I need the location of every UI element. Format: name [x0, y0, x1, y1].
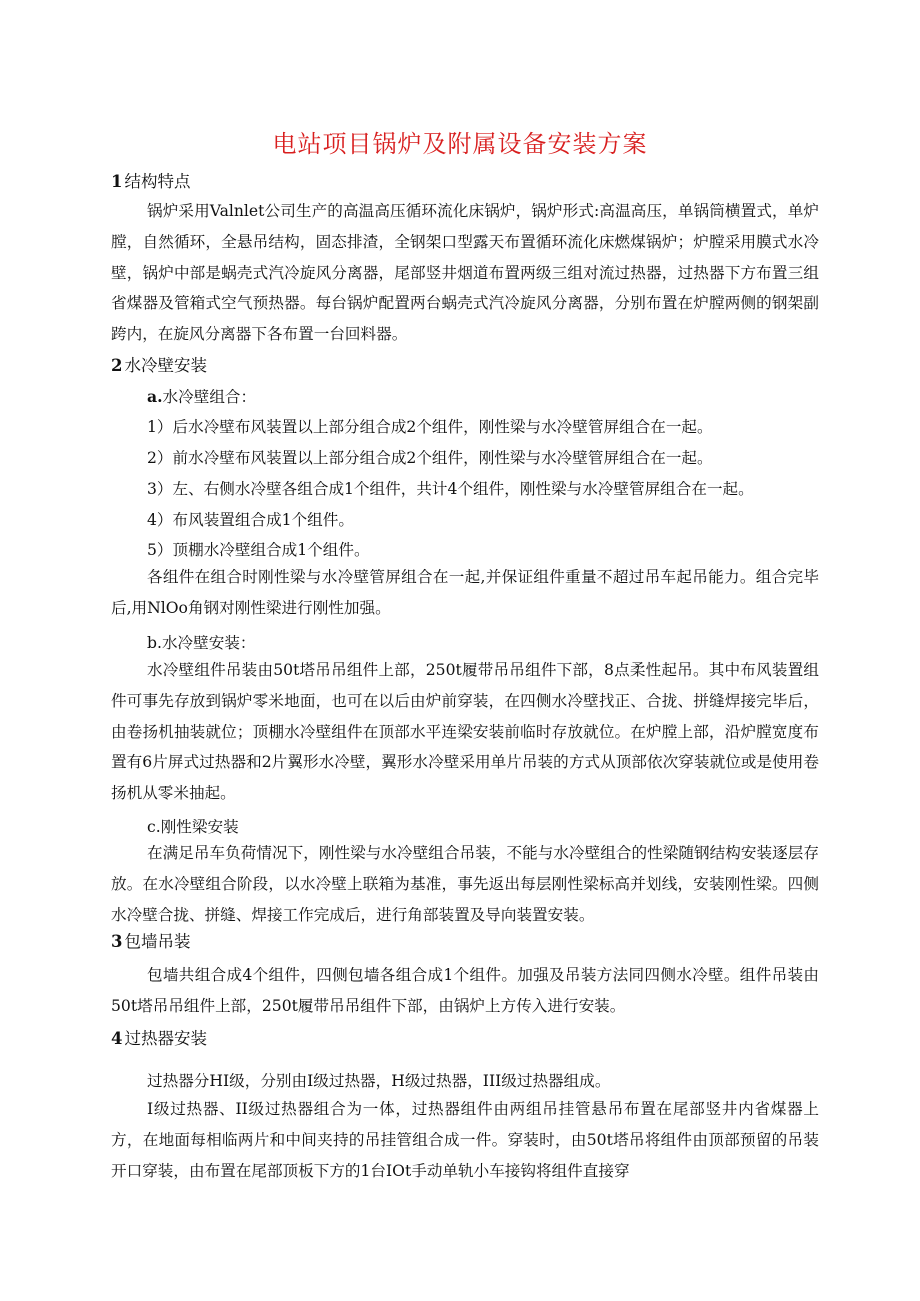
list-item: 2）前水冷壁布风装置以上部分组合成2个组件，刚性梁与水冷壁管屏组合在一起。 [147, 449, 713, 467]
section-4-number: 4 [111, 1029, 123, 1048]
section-3-number: 3 [111, 932, 123, 951]
section-2-title: 水冷壁安装 [124, 356, 207, 375]
list-item: 1）后水冷壁布风装置以上部分组合成2个组件，刚性梁与水冷壁管屏组合在一起。 [147, 418, 713, 436]
section-3-title: 包墙吊装 [124, 932, 191, 951]
section-3-heading [111, 931, 190, 953]
subsection-b-heading: b.水冷壁安装： [147, 634, 256, 652]
document-title: 电站项目锅炉及附属设备安装方案 [272, 130, 648, 158]
section-4-paragraph-2: I级过热器、II级过热器组合为一体，过热器组件由两组吊挂管悬吊布置在尾部竖井内省煤器上方，在地面每相临两片和中间夹持的吊挂管组合成一件。穿装时，由50t塔吊将组件由顶部预留的吊装开口穿装，由布置在尾部顶板下方的1台IOt手动单轨小车接钩将组件直接穿 [111, 1100, 819, 1180]
section-4-heading [111, 1028, 207, 1050]
subsection-a-heading [147, 386, 256, 408]
section-3-paragraph: 包墙共组合成4个组件，四侧包墙各组合成1个组件。加强及吊装方法同四侧水冷壁。组件吊装由50t塔吊吊组件上部，250t履带吊吊组件下部，由锅炉上方传入进行安装。 [111, 966, 819, 1015]
list-item: 4）布风装置组合成1个组件。 [147, 511, 354, 529]
subsection-a-label: a. [147, 387, 163, 406]
section-1-number: 1 [111, 172, 123, 191]
section-2-paragraph: 各组件在组合时刚性梁与水冷壁管屏组合在一起,并保证组件重量不超过吊车起吊能力。组合完毕后,用NlOo角钢对刚性梁进行刚性加强。 [111, 568, 819, 617]
list-item: 3）左、右侧水冷壁各组合成1个组件，共计4个组件，刚性梁与水冷壁管屏组合在一起。 [147, 480, 754, 498]
subsection-a-text: 水冷壁组合： [162, 388, 257, 406]
section-1-heading [111, 171, 190, 193]
section-1-title: 结构特点 [124, 172, 191, 191]
subsection-c-heading: c.刚性梁安装 [147, 818, 239, 836]
subsection-c-paragraph: 在满足吊车负荷情况下，刚性梁与水冷壁组合吊装，不能与水冷壁组合的性梁随钢结构安装逐层存放。在水冷壁组合阶段，以水冷壁上联箱为基准，事先返出每层刚性梁标高并划线，安装刚性梁。四侧水冷壁合拢、拼缝、焊接工作完成后，进行角部装置及导向装置安装。 [111, 844, 819, 924]
section-1-paragraph: 锅炉采用Valnlet公司生产的高温高压循环流化床锅炉，锅炉形式:高温高压，单锅筒横置式，单炉膛，自然循环，全悬吊结构，固态排渣，全钢架口型露天布置循环流化床燃煤锅炉；炉膛采用膜式水冷壁，锅炉中部是蜗壳式汽冷旋风分离器，尾部竖井烟道布置两级三组对流过热器，过热器下方布置三组省煤器及管箱式空气预热器。每台锅炉配置两台蜗壳式汽冷旋风分离器，分别布置在炉膛两侧的钢架副跨内，在旋风分离器下各布置一台回料器。 [111, 202, 819, 344]
subsection-b-paragraph: 水冷壁组件吊装由50t塔吊吊组件上部，250t履带吊吊组件下部，8点柔性起吊。其中布风装置组件可事先存放到锅炉零米地面，也可在以后由炉前穿装，在四侧水冷壁找正、合拢、拼缝焊接完毕后，由卷扬机抽装就位；顶棚水冷壁组件在顶部水平连梁安装前临时存放就位。在炉膛上部，沿炉膛宽度布置有6片屏式过热器和2片翼形水冷壁，翼形水冷壁采用单片吊装的方式从顶部依次穿装就位或是使用卷扬机从零米抽起。 [111, 661, 819, 803]
section-4-title: 过热器安装 [124, 1029, 207, 1048]
list-item: 5）顶棚水冷壁组合成1个组件。 [147, 541, 370, 559]
section-2-number: 2 [111, 356, 123, 375]
section-2-heading [111, 355, 207, 377]
section-4-paragraph-1: 过热器分HI级，分别由I级过热器，H级过热器，III级过热器组成。 [147, 1072, 611, 1090]
